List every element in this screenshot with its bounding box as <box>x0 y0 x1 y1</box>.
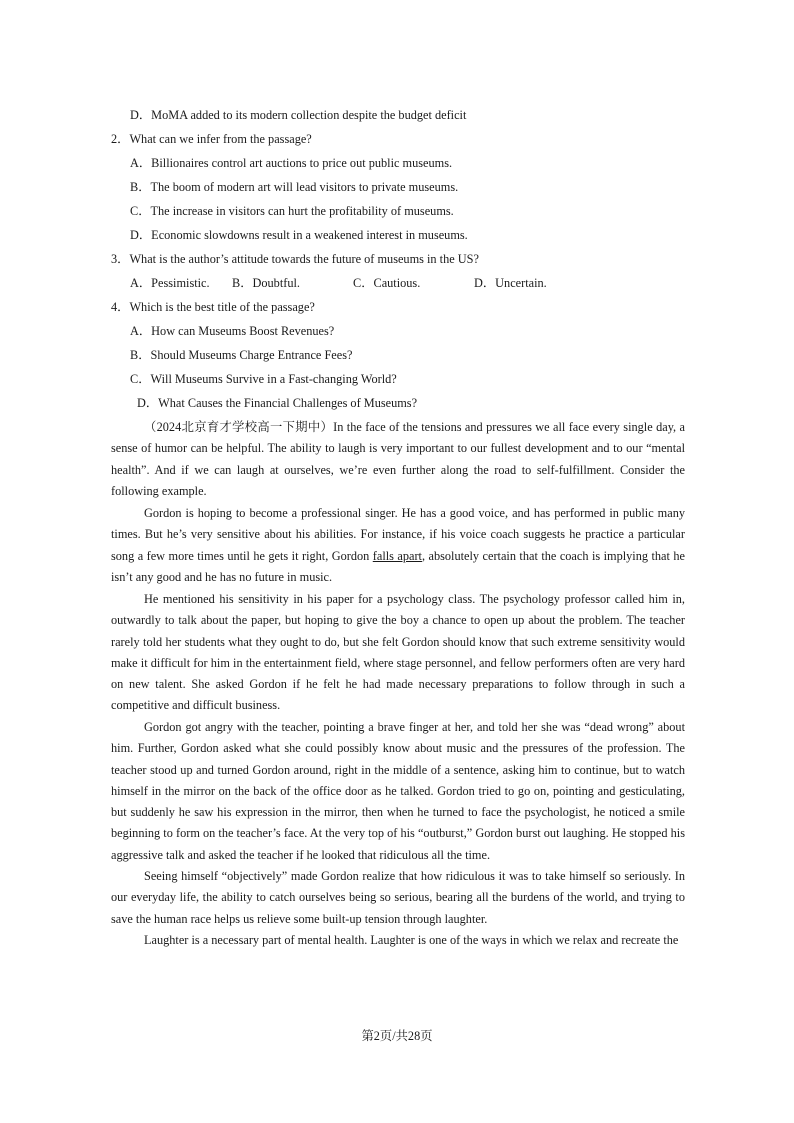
q4-option-c: C．Will Museums Survive in a Fast-changing World? <box>130 372 397 386</box>
underlined-phrase: falls apart <box>372 548 422 563</box>
q2-option-c: C．The increase in visitors can hurt the profitability of museums. <box>130 204 454 218</box>
passage-paragraph-5: Seeing himself “objectively” made Gordon realize that how ridiculous it was to take himself so seriously. In our everyday life, the ability to catch ourselves being so serious, bearing all the burdens of the world, and trying to save the human race helps us relieve some built-up tension through laughter. <box>111 869 685 926</box>
q3-option-b: B．Doubtful. <box>232 276 300 290</box>
passage-paragraph-3: He mentioned his sensitivity in his paper for a psychology class. The psychology professor called him in, outwardly to talk about the paper, but hoping to give the boy a chance to open up about the problem. The teacher rarely told her students what they ought to do, but she felt Gordon should know that such extreme sensitivity would make it difficult for him in the entertainment field, where stage personnel, and fellow performers often are very hard on new talent. She asked Gordon if he felt he had made necessary preparations to follow through in such a competitive and difficult business. <box>111 592 685 713</box>
q3-option-d: D．Uncertain. <box>474 276 547 290</box>
q1-option-d: D．MoMA added to its modern collection despite the budget deficit <box>130 108 467 122</box>
q2-option-d: D．Economic slowdowns result in a weakened interest in museums. <box>130 228 468 242</box>
q2-option-b: B．The boom of modern art will lead visitors to private museums. <box>130 180 459 194</box>
q3-options-row <box>130 275 547 291</box>
q3-option-c: C．Cautious. <box>353 276 421 290</box>
q4-stem: 4．Which is the best title of the passage? <box>111 300 315 314</box>
passage-paragraph-2 <box>111 503 685 588</box>
passage-paragraph-1: （2024北京育才学校高一下期中）In the face of the tensions and pressures we all face every single day, a sense of humor can be helpful. The ability to laugh is very important to our fullest development and to our “mental health”. And if we can laugh at ourselves, we’re even further along the road to self-fulfillment. Consider the following example. <box>111 420 685 498</box>
q3-option-a: A．Pessimistic. <box>130 276 210 290</box>
passage-paragraph-6: Laughter is a necessary part of mental health. Laughter is one of the ways in which we relax and recreate the <box>144 933 679 947</box>
q4-option-b: B．Should Museums Charge Entrance Fees? <box>130 348 353 362</box>
q2-option-a: A．Billionaires control art auctions to price out public museums. <box>130 156 453 170</box>
q2-stem: 2．What can we infer from the passage? <box>111 132 312 146</box>
q4-option-d: D．What Causes the Financial Challenges of Museums? <box>137 396 418 410</box>
p2-text-after: , absolutely certain that the coach is implying that he isn’t any good and he has no future in music. <box>111 548 685 584</box>
p2-text-before: Gordon is hoping to become a professional singer. He has a good voice, and has performed in public many times. But he’s very sensitive about his abilities. For instance, if his voice coach suggests he practice a particular song a few more times until he gets it right, Gordon <box>111 506 685 563</box>
page-number-footer: 第2页/共28页 <box>361 1029 433 1043</box>
q4-option-a: A．How can Museums Boost Revenues? <box>130 324 335 338</box>
passage-paragraph-4: Gordon got angry with the teacher, pointing a brave finger at her, and told her she was “dead wrong” about him. Further, Gordon asked what she could possibly know about music and the pressures of the profession. The teacher stood up and turned Gordon around, right in the middle of a sentence, asking him to continue, but to watch himself in the mirror on the back of the office door as he talked. Gordon tried to go on, pointing and gesticulating, but suddenly he saw his expression in the mirror, then when he turned to face the psychologist, he noticed a smile beginning to form on the teacher’s face. At the very top of his “outburst,” Gordon burst out laughing. He stopped his aggressive talk and asked the teacher if he looked that ridiculous all the time. <box>111 720 685 862</box>
q3-stem: 3．What is the author’s attitude towards the future of museums in the US? <box>111 252 479 266</box>
